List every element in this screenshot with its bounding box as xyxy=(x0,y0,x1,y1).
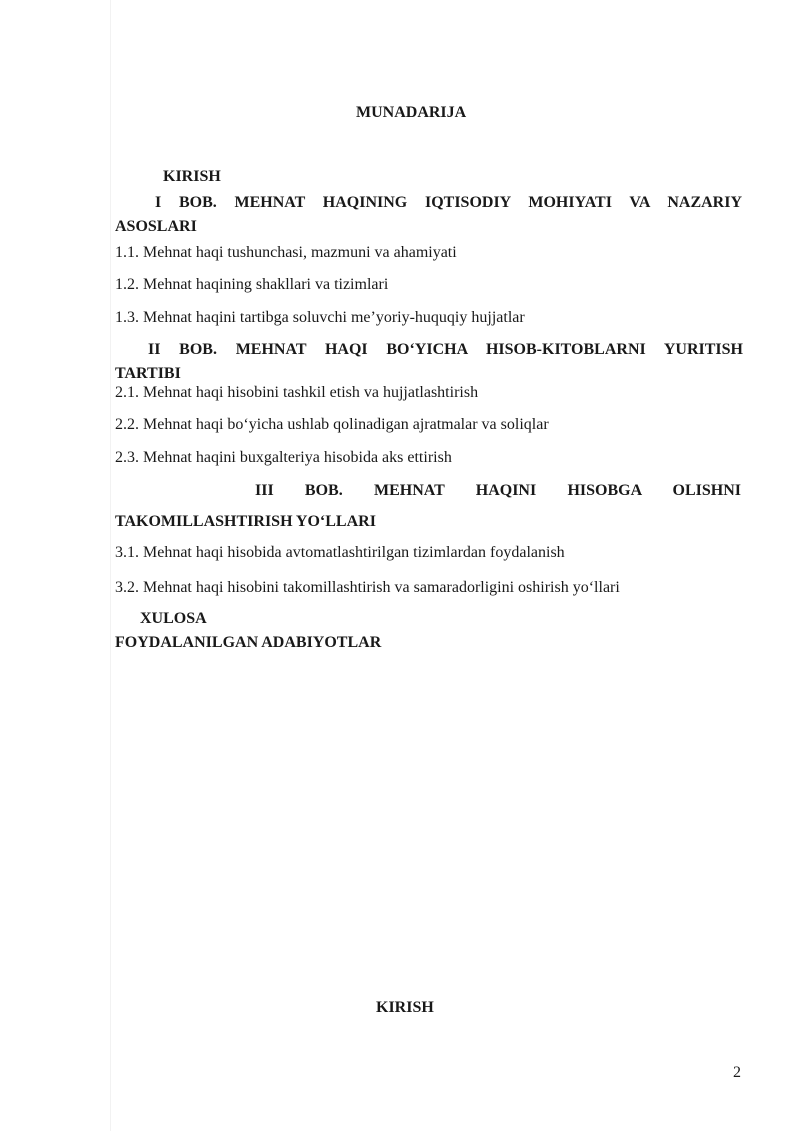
toc-heading-chapter3-line2: TAKOMILLASHTIRISH YO‘LLARI xyxy=(115,513,376,530)
toc-heading-adabiyotlar: FOYDALANILGAN ADABIYOTLAR xyxy=(115,634,382,651)
toc-item-2-2: 2.2. Mehnat haqi bo‘yicha ushlab qolinadigan ajratmalar va soliqlar xyxy=(115,416,549,433)
toc-item-2-3: 2.3. Mehnat haqini buxgalteriya hisobida aks ettirish xyxy=(115,449,452,466)
toc-heading-xulosa: XULOSA xyxy=(140,610,207,627)
toc-heading-chapter2-line1: II BOB. MEHNAT HAQI BO‘YICHA HISOB-KITOBLARNI YURITISH xyxy=(148,341,743,358)
page-number: 2 xyxy=(733,1064,741,1081)
toc-item-1-1: 1.1. Mehnat haqi tushunchasi, mazmuni va ahamiyati xyxy=(115,244,457,261)
toc-heading-chapter1-line1: I BOB. MEHNAT HAQINING IQTISODIY MOHIYATI VA NAZARIY xyxy=(155,194,742,211)
toc-item-2-1: 2.1. Mehnat haqi hisobini tashkil etish va hujjatlashtirish xyxy=(115,384,479,401)
toc-item-3-1: 3.1. Mehnat haqi hisobida avtomatlashtirilgan tizimlardan foydalanish xyxy=(115,544,565,561)
document-title: MUNADARIJA xyxy=(356,104,467,121)
toc-item-1-3: 1.3. Mehnat haqini tartibga soluvchi me’yoriy-huquqiy hujjatlar xyxy=(115,309,525,326)
toc-heading-chapter3-line1: III BOB. MEHNAT HAQINI HISOBGA OLISHNI xyxy=(255,482,741,499)
toc-heading-kirish: KIRISH xyxy=(163,168,221,185)
scan-edge-line xyxy=(110,0,111,1131)
toc-heading-chapter2-line2: TARTIBI xyxy=(115,365,181,382)
toc-heading-chapter1-line2: ASOSLARI xyxy=(115,218,197,235)
body-section-heading: KIRISH xyxy=(376,999,434,1016)
toc-item-1-2: 1.2. Mehnat haqining shakllari va tizimlari xyxy=(115,276,389,293)
toc-item-3-2: 3.2. Mehnat haqi hisobini takomillashtirish va samaradorligini oshirish yo‘llari xyxy=(115,579,620,596)
